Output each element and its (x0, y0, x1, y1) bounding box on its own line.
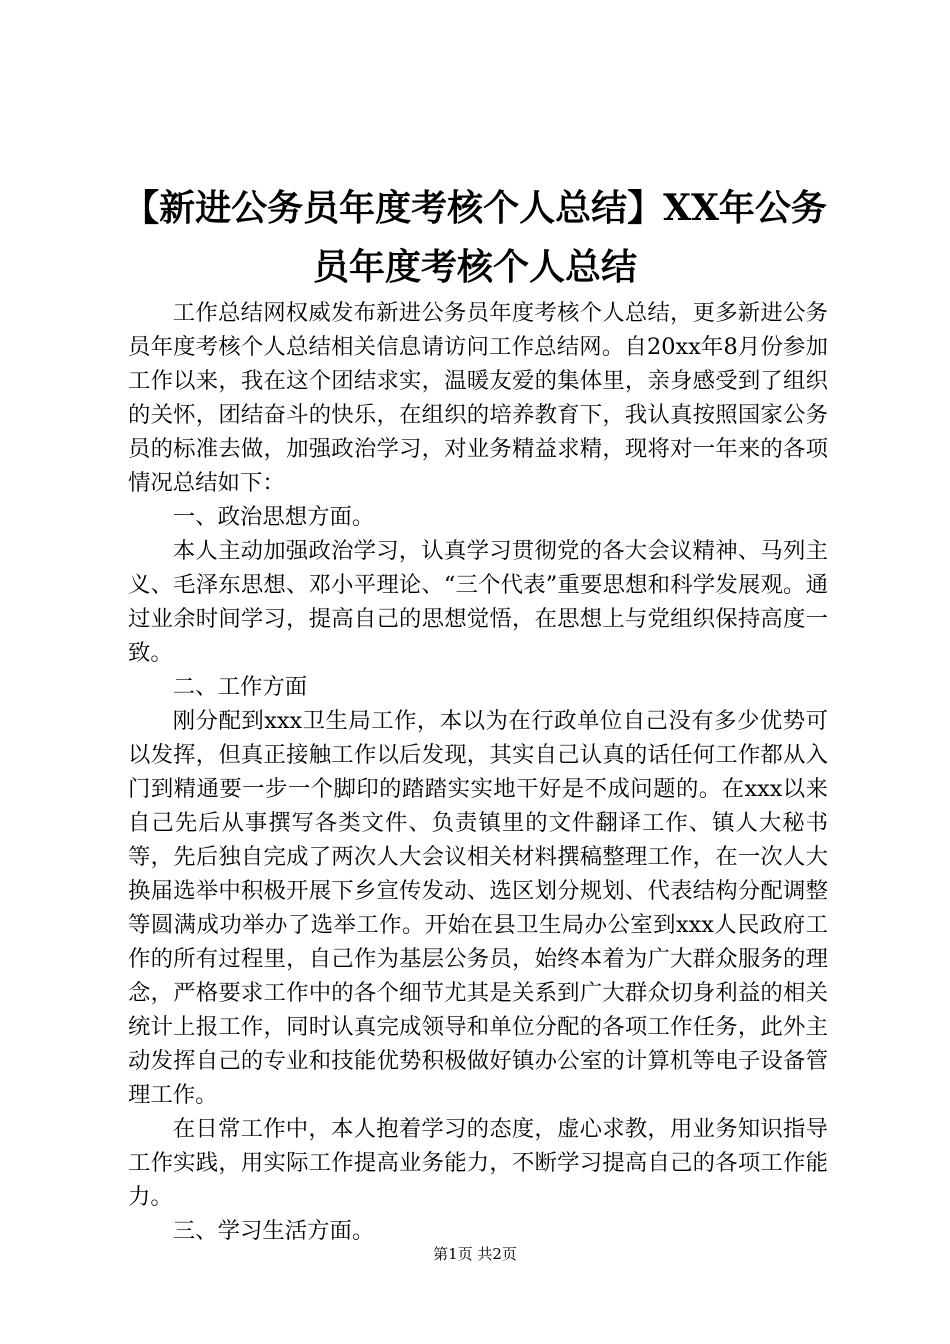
paragraph-work: 刚分配到xxx卫生局工作，本以为在行政单位自己没有多少优势可以发挥，但真正接触工作以后发现，其实自己认真的话任何工作都从入门到精通要一步一个脚印的踏踏实实地干好是不成问题的。在xxx以来自己先后从事撰写各类文件、负责镇里的文件翻译工作、镇人大秘书等，先后独自完成了两次人大会议相关材料撰稿整理工作，在一次人大换届选举中积极开展下乡宣传发动、选区划分规划、代表结构分配调整等圆满成功举办了选举工作。开始在县卫生局办公室到xxx人民政府工作的所有过程里，自己作为基层公务员，始终本着为广大群众服务的理念，严格要求工作中的各个细节尤其是关系到广大群众切身利益的相关统计上报工作，同时认真完成领导和单位分配的各项工作任务，此外主动发挥自己的专业和技能优势积极做好镇办公室的计算机等电子设备管理工作。 (128, 708, 828, 1108)
paragraph-intro: 工作总结网权威发布新进公务员年度考核个人总结，更多新进公务员年度考核个人总结相关信息请访问工作总结网。自20xx年8月份参加工作以来，我在这个团结求实，温暖友爱的集体里，亲身感受到了组织的关怀，团结奋斗的快乐，在组织的培养教育下，我认真按照国家公务员的标准去做，加强政治学习，对业务精益求精，现将对一年来的各项情况总结如下： (128, 300, 828, 496)
paragraph-political: 本人主动加强政治学习，认真学习贯彻党的各大会议精神、马列主义、毛泽东思想、邓小平理论、“三个代表”重要思想和科学发展观。通过业余时间学习，提高自己的思想觉悟，在思想上与党组织保持高度一致。 (128, 538, 828, 666)
document-title-line-1: 【新进公务员年度考核个人总结】XX年公务 (123, 187, 827, 229)
section-heading-study-life: 三、学习生活方面。 (172, 1218, 375, 1244)
page-number-footer: 第1页 共2页 (433, 1245, 517, 1263)
document-title-line-2: 员年度考核个人总结 (312, 246, 637, 288)
paragraph-daily-work: 在日常工作中，本人抱着学习的态度，虚心求教，用业务知识指导工作实践，用实际工作提高业务能力，不断学习提高自己的各项工作能力。 (128, 1116, 828, 1210)
section-heading-political: 一、政治思想方面。 (172, 504, 375, 530)
section-heading-work: 二、工作方面 (172, 674, 308, 700)
document-body (128, 296, 828, 1248)
